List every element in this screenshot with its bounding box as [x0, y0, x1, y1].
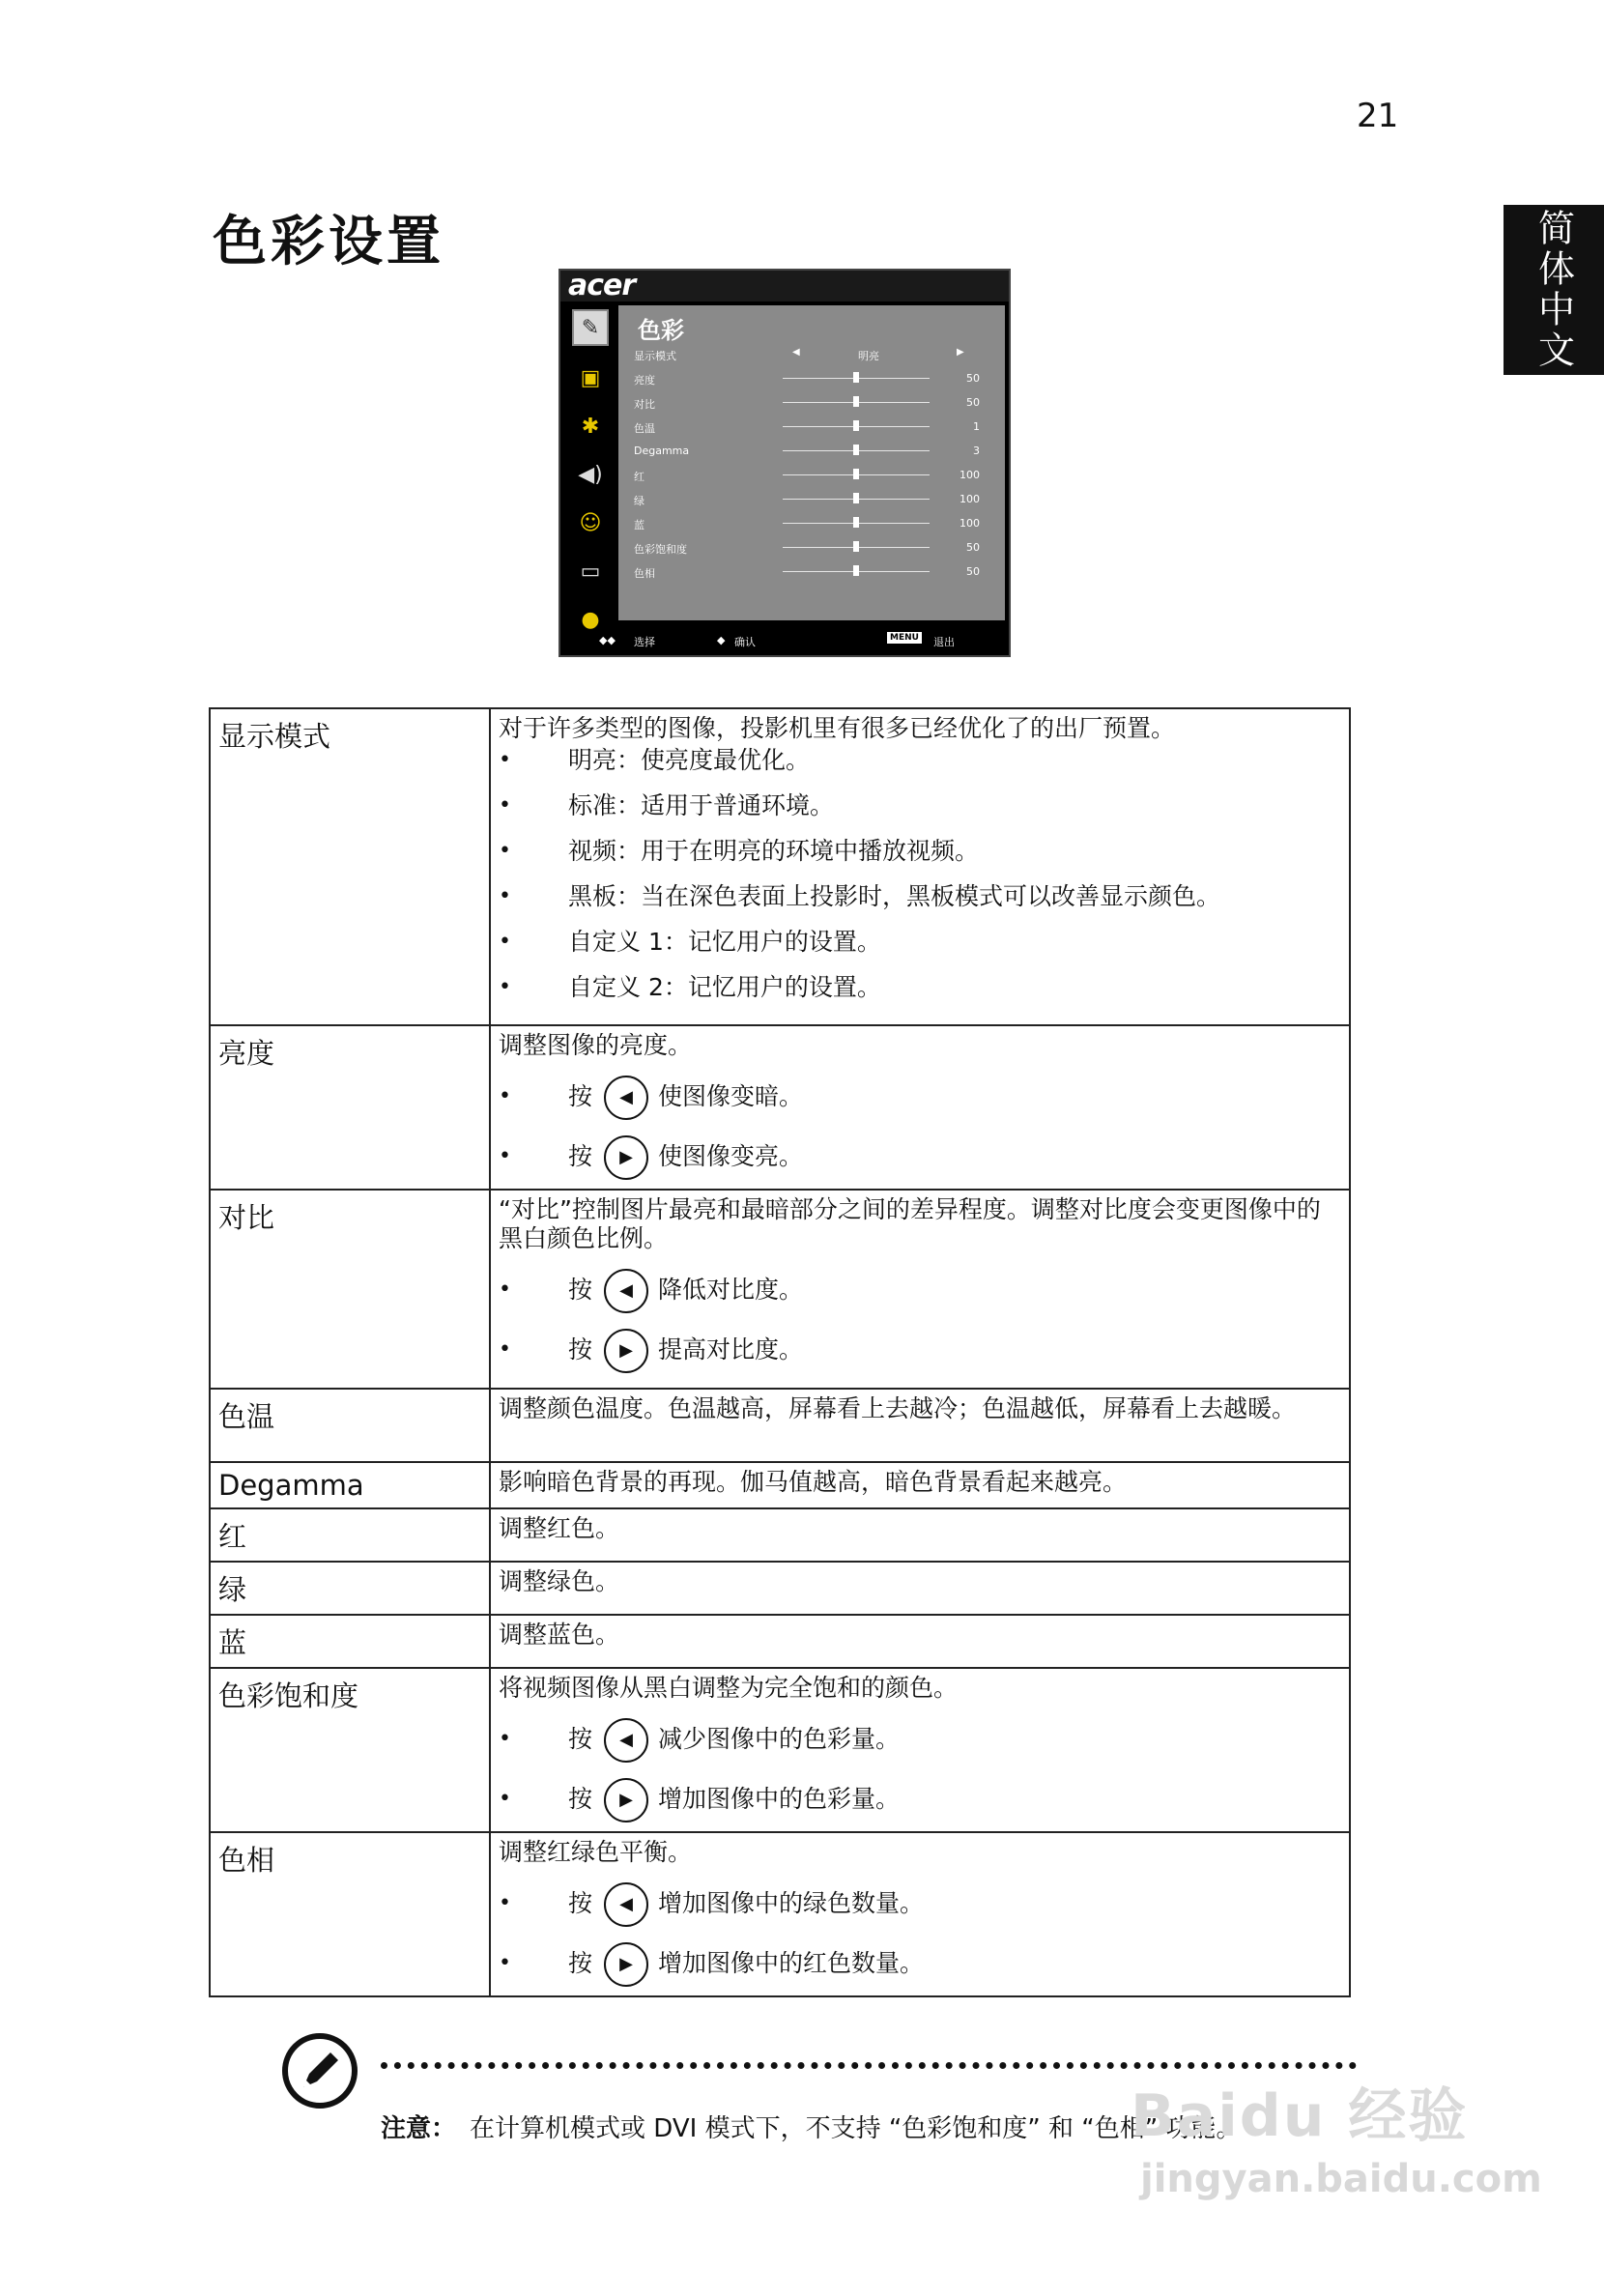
term-blue: 蓝 — [210, 1615, 490, 1668]
definition: 调整红色。 — [490, 1508, 1350, 1562]
term-tint: 色相 — [210, 1832, 490, 1996]
osd-sidebar — [564, 305, 616, 632]
language-tab — [1504, 205, 1604, 375]
osd-slider-row — [634, 487, 1001, 511]
definition: 影响暗色背景的再现。伽马值越高，暗色背景看起来越亮。 — [490, 1462, 1350, 1508]
osd-menu-screenshot — [559, 269, 1011, 657]
definition — [490, 1190, 1350, 1389]
note-label: 注意： — [381, 2114, 457, 2143]
osd-slider-track — [783, 499, 930, 500]
osd-row-value: 1 — [973, 420, 980, 433]
osd-slider-knob — [853, 469, 859, 479]
arrow-left-icon: ◀ — [792, 347, 800, 358]
osd-row-label: 亮度 — [634, 374, 655, 387]
up-down-icon: ◆◆ — [599, 634, 616, 646]
osd-slider-track — [783, 523, 930, 524]
definition-intro: 调整图像的亮度。 — [499, 1031, 693, 1059]
table-row — [210, 1508, 1350, 1562]
osd-slider-knob — [853, 541, 859, 552]
term-red: 红 — [210, 1508, 490, 1562]
list-item — [499, 1882, 1341, 1927]
definition — [490, 1025, 1350, 1190]
osd-panel-title: 色彩 — [638, 317, 684, 344]
term-brightness: 亮度 — [210, 1025, 490, 1190]
osd-row-value: 50 — [966, 372, 980, 385]
definition-intro: 将视频图像从黑白调整为完全饱和的颜色。 — [499, 1674, 959, 1702]
osd-row-value: 100 — [960, 493, 980, 505]
timer-icon: ☺ — [579, 510, 602, 535]
left-button-icon: ◀ — [604, 1718, 648, 1763]
osd-color-panel — [618, 305, 1005, 620]
term-color-temperature: 色温 — [210, 1389, 490, 1462]
osd-footer-confirm: 确认 — [734, 636, 756, 648]
osd-slider-track — [783, 474, 930, 475]
note-divider — [381, 2062, 1357, 2069]
osd-row-label: 蓝 — [634, 519, 644, 531]
osd-slider-knob — [853, 493, 859, 503]
note-pen-icon — [282, 2033, 358, 2109]
language-tab-label: 简体中文 — [1532, 209, 1575, 371]
osd-slider-track — [783, 571, 930, 572]
acer-logo: acer — [568, 269, 636, 302]
right-button-icon: ▶ — [604, 1778, 648, 1822]
table-row — [210, 1562, 1350, 1615]
press-label: 按 — [568, 1949, 593, 1977]
osd-slider-knob — [853, 396, 859, 407]
right-action-text: 提高对比度。 — [658, 1335, 804, 1363]
left-button-icon: ◀ — [604, 1076, 648, 1120]
osd-slider-track — [783, 402, 930, 403]
note-pen-glyph — [296, 2047, 344, 2095]
osd-slider-row — [634, 390, 1001, 415]
definition — [490, 708, 1350, 1025]
osd-slider-row — [634, 415, 1001, 439]
definition-intro: 调整红绿色平衡。 — [499, 1838, 693, 1866]
table-row — [210, 1668, 1350, 1832]
table-row — [210, 708, 1350, 1025]
list-item — [499, 1135, 1341, 1180]
osd-slider-row — [634, 535, 1001, 560]
osd-slider-row — [634, 366, 1001, 390]
right-action-text: 增加图像中的色彩量。 — [658, 1785, 901, 1813]
osd-row-value: 100 — [960, 517, 980, 530]
press-label: 按 — [568, 1082, 593, 1110]
list-item: • 视频：用于在明亮的环境中播放视频。 — [499, 837, 1341, 866]
press-label: 按 — [568, 1335, 593, 1363]
osd-row-value: 50 — [966, 541, 980, 554]
press-label: 按 — [568, 1276, 593, 1304]
table-row — [210, 1832, 1350, 1996]
watermark-url: jingyan.baidu.com — [1140, 2157, 1542, 2201]
language-abc-icon: ● — [581, 607, 600, 632]
menu-key: MENU — [887, 632, 922, 644]
term-saturation: 色彩饱和度 — [210, 1668, 490, 1832]
osd-footer-exit: 退出 — [933, 636, 955, 648]
table-row — [210, 1025, 1350, 1190]
osd-slider-track — [783, 378, 930, 379]
table-row — [210, 1389, 1350, 1462]
list-item — [499, 1269, 1341, 1313]
color-palette-icon: ✎ — [572, 309, 609, 346]
right-button-icon: ▶ — [604, 1942, 648, 1987]
press-label: 按 — [568, 1725, 593, 1753]
definition-intro: “对比”控制图片最亮和最暗部分之间的差异程度。调整对比度会变更图像中的黑白颜色比例。 — [499, 1195, 1321, 1252]
term-green: 绿 — [210, 1562, 490, 1615]
osd-row-label: Degamma — [634, 445, 690, 457]
osd-header — [560, 271, 1009, 301]
list-item: • 标准：适用于普通环境。 — [499, 791, 1341, 820]
osd-slider-knob — [853, 517, 859, 528]
press-label: 按 — [568, 1142, 593, 1170]
osd-display-mode-row — [634, 342, 1001, 366]
osd-row-label: 对比 — [634, 398, 655, 411]
osd-slider-knob — [853, 565, 859, 576]
osd-row-label: 红 — [634, 471, 644, 483]
left-action-text: 减少图像中的色彩量。 — [658, 1725, 901, 1753]
term-degamma: Degamma — [210, 1462, 490, 1508]
osd-row-label: 色相 — [634, 567, 655, 580]
osd-row-label: 色温 — [634, 422, 655, 435]
speaker-icon: ◀) — [578, 462, 603, 487]
osd-display-mode-value: 明亮 — [858, 350, 879, 362]
list-item — [499, 1942, 1341, 1987]
definition: 调整蓝色。 — [490, 1615, 1350, 1668]
image-icon: ▣ — [580, 365, 601, 390]
osd-row-label: 绿 — [634, 495, 644, 507]
list-item — [499, 1329, 1341, 1373]
osd-slider-knob — [853, 445, 859, 455]
definition: 调整颜色温度。色温越高，屏幕看上去越冷；色温越低，屏幕看上去越暖。 — [490, 1389, 1350, 1462]
osd-slider-track — [783, 547, 930, 548]
list-item: • 自定义 1：记忆用户的设置。 — [499, 928, 1341, 957]
osd-row-value: 50 — [966, 565, 980, 578]
osd-row-value: 3 — [973, 445, 980, 457]
left-action-text: 增加图像中的绿色数量。 — [658, 1889, 925, 1917]
list-item — [499, 1778, 1341, 1822]
page-number: 21 — [1357, 97, 1399, 135]
definition-intro: 对于许多类型的图像，投影机里有很多已经优化了的出厂预置。 — [499, 714, 1176, 742]
table-row — [210, 1462, 1350, 1508]
arrow-right-icon: ▶ — [957, 347, 964, 358]
osd-slider-track — [783, 426, 930, 427]
osd-footer — [560, 626, 1009, 653]
list-item — [499, 1076, 1341, 1120]
right-action-text: 使图像变亮。 — [658, 1142, 804, 1170]
right-arrow-icon: ◆ — [717, 634, 726, 646]
note-text: 在计算机模式或 DVI 模式下，不支持 “色彩饱和度” 和 “色相” 功能。 — [470, 2114, 1242, 2143]
osd-slider-row — [634, 511, 1001, 535]
osd-slider-knob — [853, 420, 859, 431]
osd-slider-row — [634, 560, 1001, 584]
list-item — [499, 1718, 1341, 1763]
left-action-text: 降低对比度。 — [658, 1276, 804, 1304]
right-action-text: 增加图像中的红色数量。 — [658, 1949, 925, 1977]
definition: 调整绿色。 — [490, 1562, 1350, 1615]
table-row — [210, 1615, 1350, 1668]
definition — [490, 1668, 1350, 1832]
list-item: • 黑板：当在深色表面上投影时，黑板模式可以改善显示颜色。 — [499, 882, 1341, 911]
press-label: 按 — [568, 1785, 593, 1813]
osd-slider-knob — [853, 372, 859, 383]
settings-wrench-icon: ✱ — [581, 414, 600, 439]
press-label: 按 — [568, 1889, 593, 1917]
osd-row-value: 100 — [960, 469, 980, 481]
osd-row-value: 50 — [966, 396, 980, 409]
screen-icon: ▭ — [580, 559, 601, 584]
osd-slider-row — [634, 463, 1001, 487]
osd-row-label: 显示模式 — [634, 350, 676, 362]
left-action-text: 使图像变暗。 — [658, 1082, 804, 1110]
osd-slider-row — [634, 439, 1001, 463]
definition — [490, 1832, 1350, 1996]
table-row — [210, 1190, 1350, 1389]
right-button-icon: ▶ — [604, 1135, 648, 1180]
left-button-icon: ◀ — [604, 1882, 648, 1927]
page-title: 色彩设置 — [213, 211, 444, 273]
left-button-icon: ◀ — [604, 1269, 648, 1313]
term-contrast: 对比 — [210, 1190, 490, 1389]
list-item: • 明亮：使亮度最优化。 — [499, 746, 1341, 775]
watermark: Baidu 经验 — [1131, 2082, 1469, 2150]
term-display-mode: 显示模式 — [210, 708, 490, 1025]
osd-footer-select: 选择 — [634, 636, 655, 648]
settings-table — [209, 707, 1351, 1997]
osd-slider-track — [783, 450, 930, 451]
right-button-icon: ▶ — [604, 1329, 648, 1373]
osd-row-label: 色彩饱和度 — [634, 543, 687, 556]
note — [381, 2109, 1242, 2144]
list-item: • 自定义 2：记忆用户的设置。 — [499, 973, 1341, 1002]
